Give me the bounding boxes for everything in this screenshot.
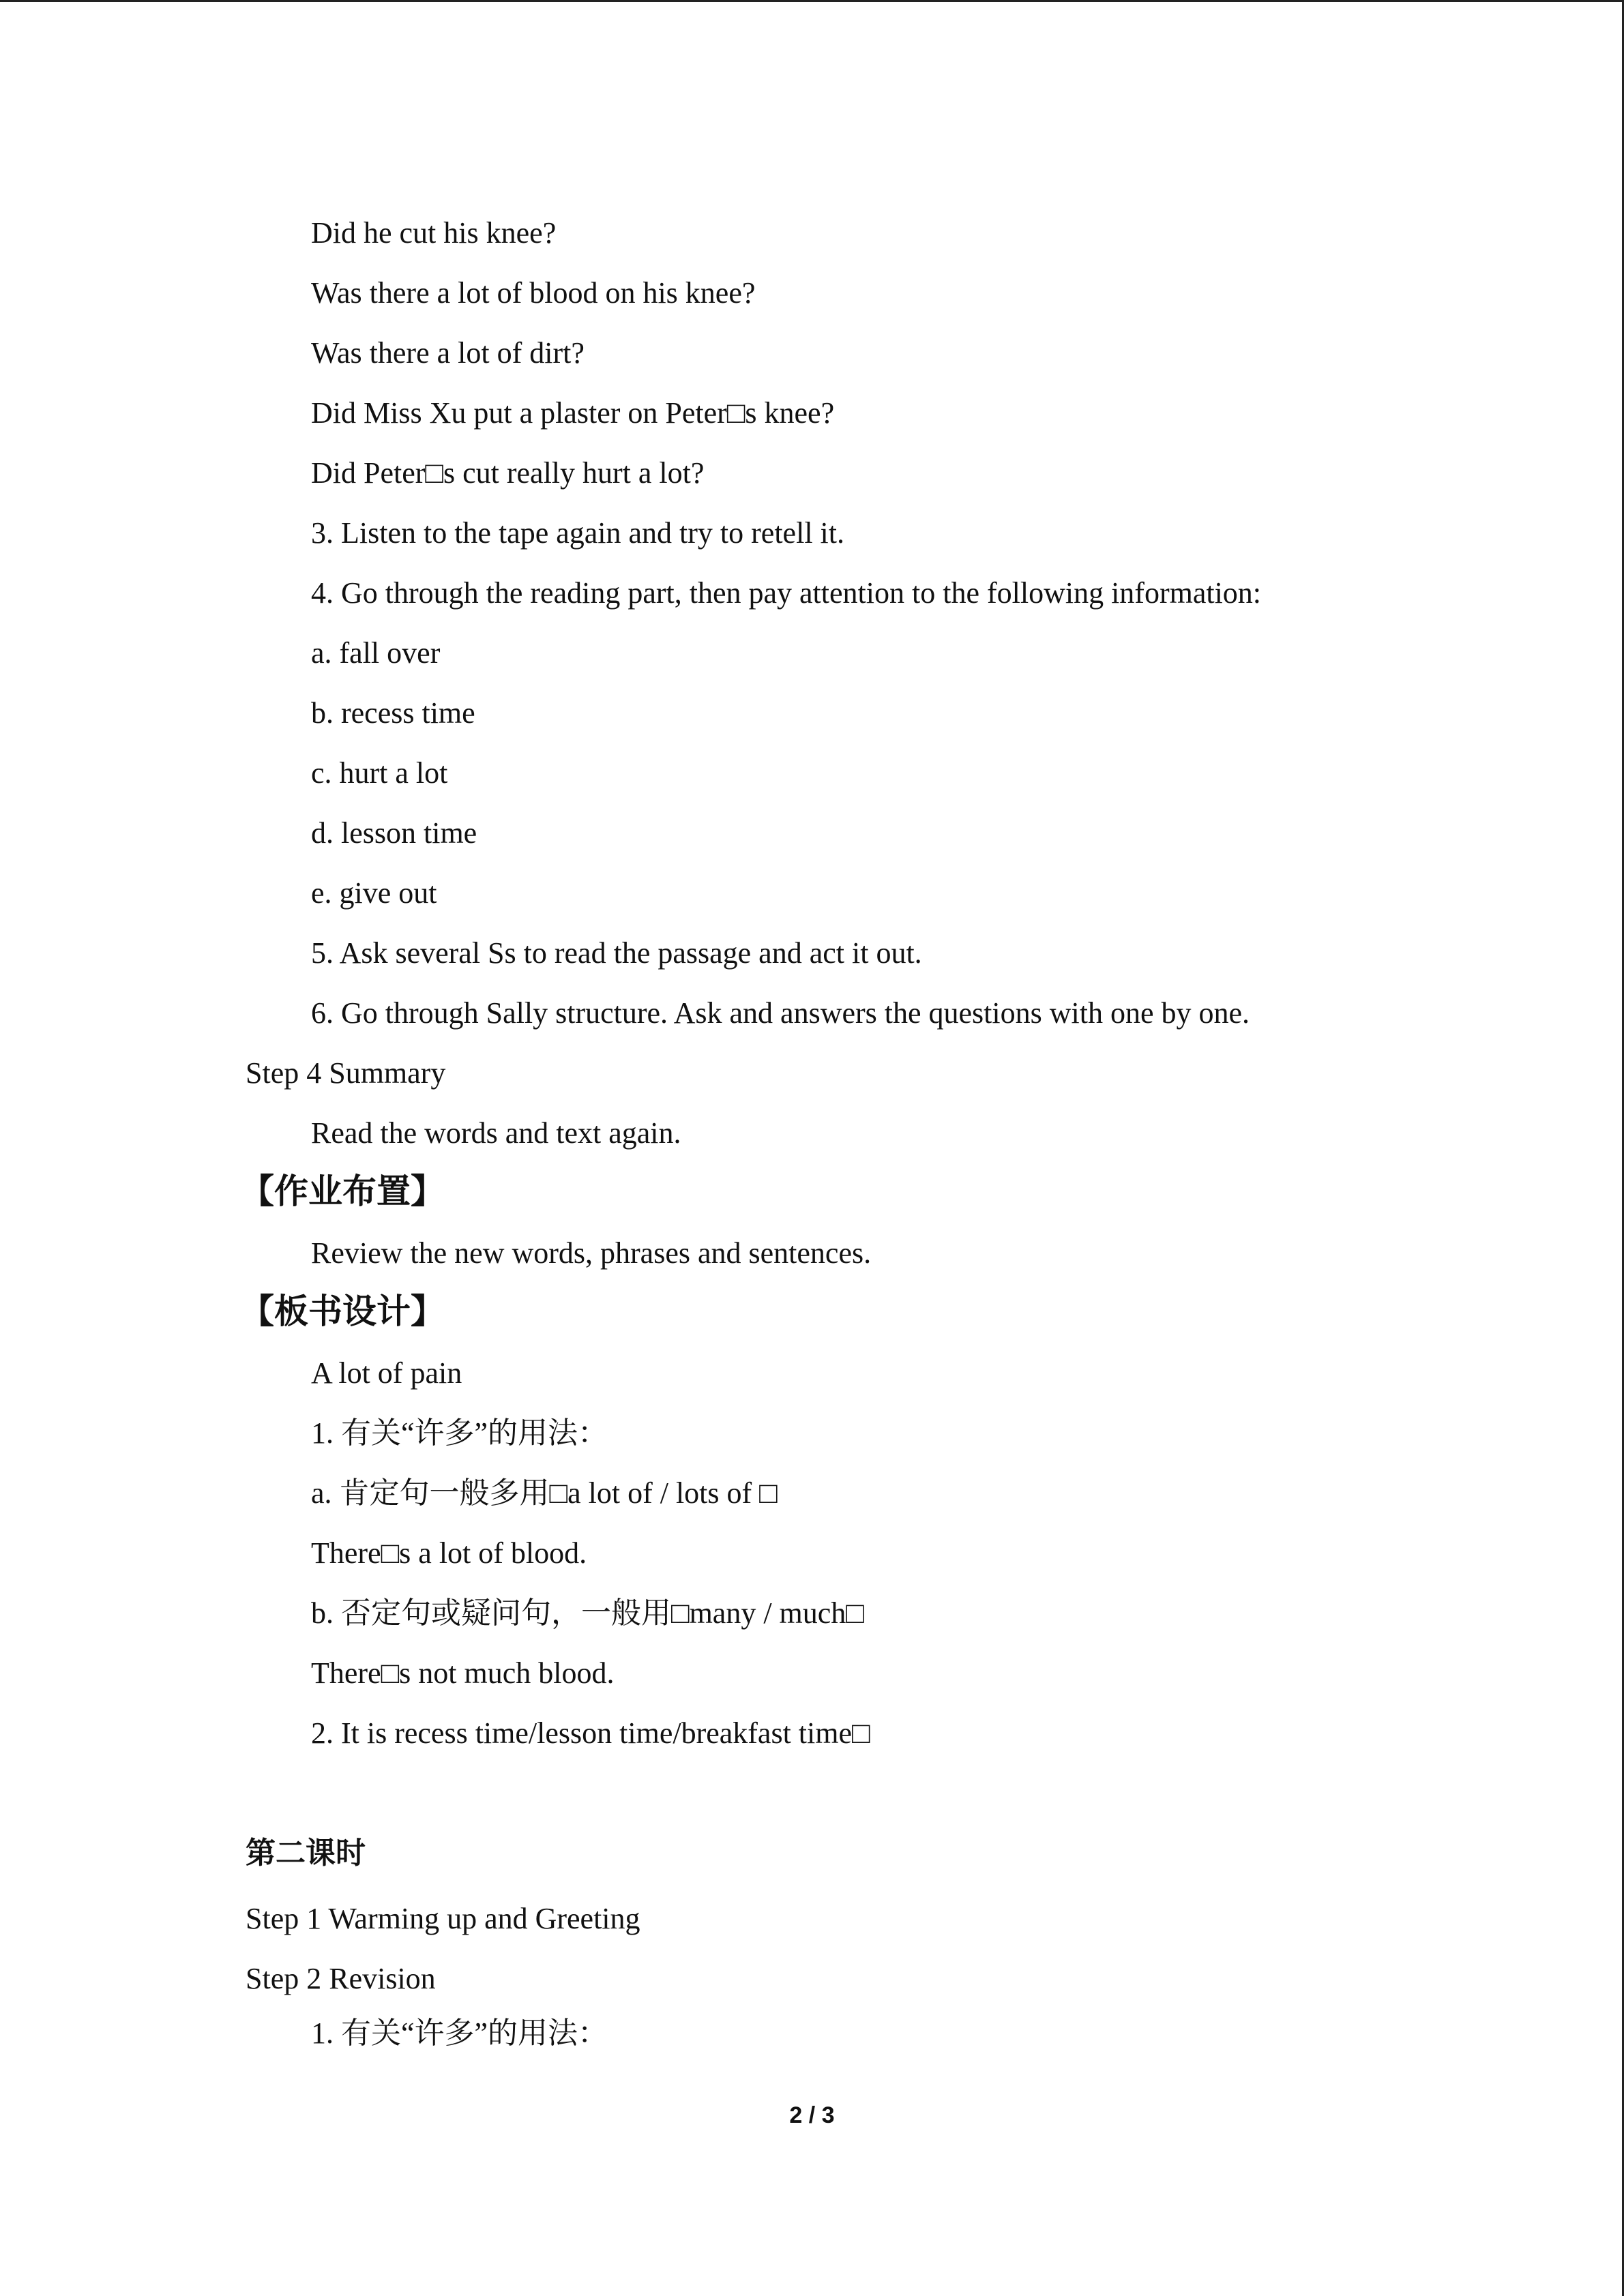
board-example-1: There□s a lot of blood.	[311, 1536, 587, 1570]
step4-title: Step 4 Summary	[246, 1056, 446, 1090]
lesson2-title: 第二课时	[246, 1836, 366, 1870]
board-line-title: A lot of pain	[311, 1356, 462, 1390]
step-item-6: 6. Go through Sally structure. Ask and answers the questions with one by one.	[311, 996, 1250, 1030]
board-line-2: 2. It is recess time/lesson time/breakfast time□	[311, 1716, 870, 1750]
board-line-a: a. 肯定句一般多用□a lot of / lots of □	[311, 1476, 778, 1510]
question-hurt: Did Peter□s cut really hurt a lot?	[311, 456, 705, 490]
board-heading: 【板书设计】	[240, 1292, 445, 1331]
question-blood: Was there a lot of blood on his knee?	[311, 276, 756, 310]
board-line-1: 1. 有关“许多”的用法：	[311, 1416, 608, 1450]
phrase-c: c. hurt a lot	[311, 756, 448, 790]
phrase-d: d. lesson time	[311, 816, 477, 850]
phrase-b: b. recess time	[311, 696, 475, 730]
board-example-2: There□s not much blood.	[311, 1656, 615, 1690]
board-line-b: b. 否定句或疑问句，一般用□many / much□	[311, 1596, 864, 1630]
homework-heading: 【作业布置】	[240, 1172, 445, 1211]
page-number: 2 / 3	[789, 2102, 835, 2128]
phrase-e: e. give out	[311, 876, 437, 910]
lesson2-item1: 1. 有关“许多”的用法：	[311, 2016, 608, 2050]
phrase-a: a. fall over	[311, 636, 441, 670]
step-item-3: 3. Listen to the tape again and try to retell it.	[311, 516, 844, 550]
step-item-4: 4. Go through the reading part, then pay attention to the following information:	[311, 576, 1262, 610]
question-dirt: Was there a lot of dirt?	[311, 336, 585, 370]
lesson2-step2: Step 2 Revision	[246, 1962, 436, 1995]
step4-body: Read the words and text again.	[311, 1116, 681, 1150]
question-plaster: Did Miss Xu put a plaster on Peter□s knee?	[311, 396, 835, 430]
step-item-5: 5. Ask several Ss to read the passage and act it out.	[311, 936, 922, 970]
lesson2-step1: Step 1 Warming up and Greeting	[246, 1902, 640, 1935]
homework-body: Review the new words, phrases and sentences.	[311, 1236, 872, 1270]
question-cut-knee: Did he cut his knee?	[311, 216, 557, 250]
